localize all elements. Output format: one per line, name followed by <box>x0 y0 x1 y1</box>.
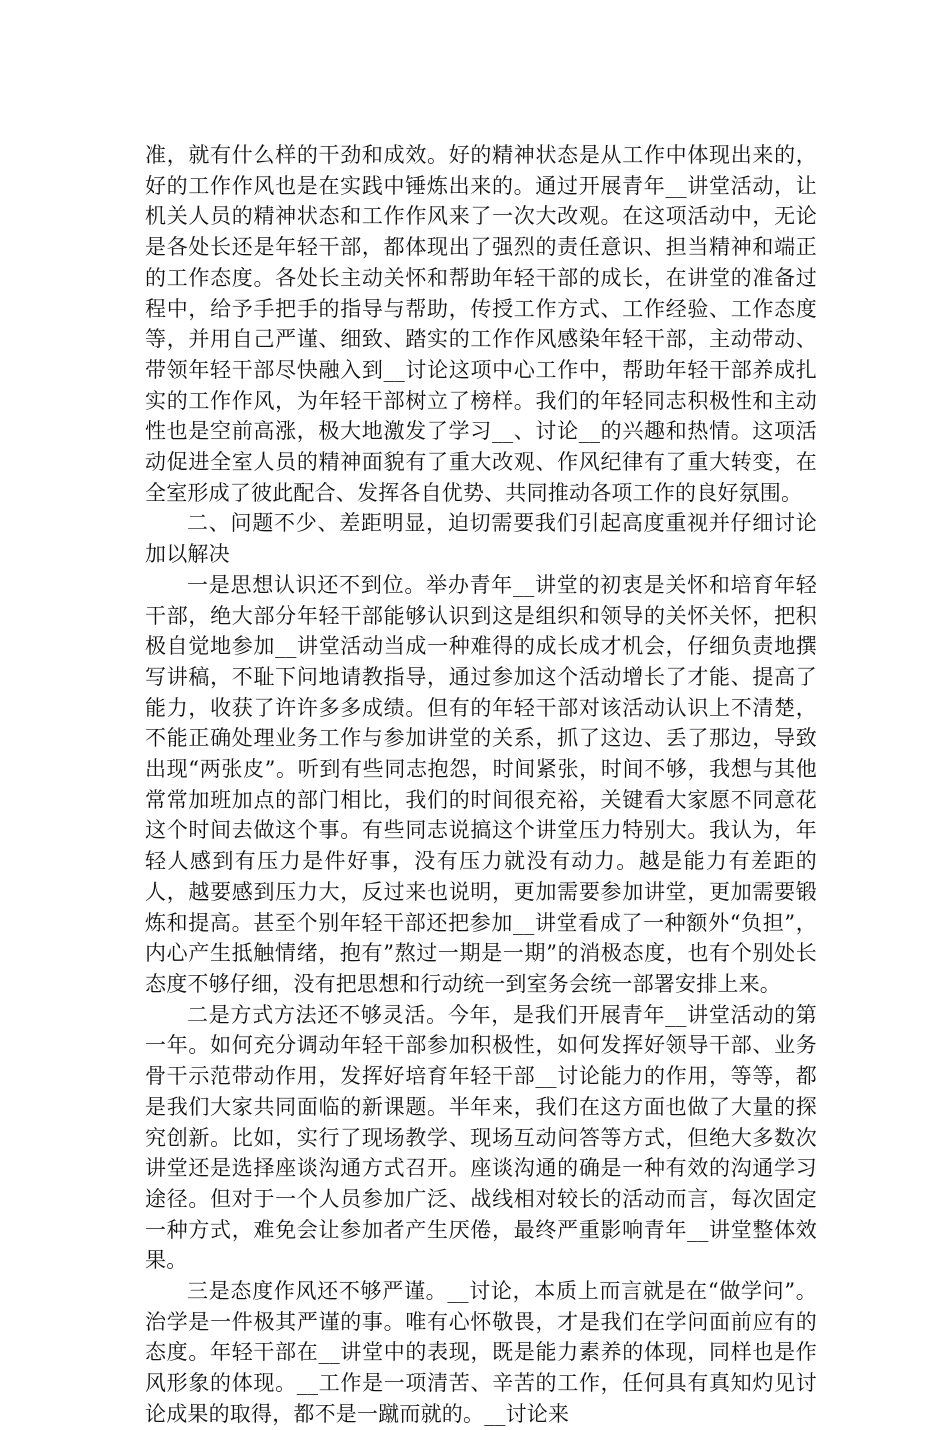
paragraph-3: 一是思想认识还不到位。举办青年__讲堂的初衷是关怀和培育年轻干部，绝大部分年轻干部能够认识到这是组织和领导的关怀关怀，把积极自觉地参加__讲堂活动当成一种难得的成长成才机会，仔细负责地撰写讲稿，不耻下问地请教指导，通过参加这个活动增长了才能、提高了能力，收获了许许多多成绩。但有的年轻干部对该活动认识上不清楚，不能正确处理业务工作与参加讲堂的关系，抓了这边、丢了那边，导致出现“两张皮”。听到有些同志抱怨，时间紧张，时间不够，我想与其他常常加班加点的部门相比，我们的时间很充裕，关键看大家愿不同意花这个时间去做这个事。有些同志说搞这个讲堂压力特别大。我认为，年轻人感到有压力是件好事，没有压力就没有动力。越是能力有差距的人，越要感到压力大，反过来也说明，更加需要参加讲堂，更加需要锻炼和提高。甚至个别年轻干部还把参加__讲堂看成了一种额外“负担”，内心产生抵触情绪，抱有”熬过一期是一期”的消极态度，也有个别处长态度不够仔细，没有把思想和行动统一到室务会统一部署安排上来。 <box>145 572 817 996</box>
section-heading-2: 二、问题不少、差距明显，迫切需要我们引起高度重视并仔细讨论加以解决 <box>145 511 817 567</box>
paragraph-5: 三是态度作风还不够严谨。__讨论，本质上而言就是在“做学问”。治学是一件极其严谨的事。唯有心怀敬畏，才是我们在学问面前应有的态度。年轻干部在__讲堂中的表现，既是能力素养的体现，同样也是作风形象的体现。__工作是一项清苦、辛苦的工作，任何具有真知灼见讨论成果的取得，都不是一蹴而就的。__讨论来 <box>145 1279 817 1426</box>
paragraph-4: 二是方式方法还不够灵活。今年，是我们开展青年__讲堂活动的第一年。如何充分调动年轻干部参加积极性，如何发挥好领导干部、业务骨干示范带动作用，发挥好培育年轻干部__讨论能力的作用，等等，都是我们大家共同面临的新课题。半年来，我们在这方面也做了大量的探究创新。比如，实行了现场教学、现场互动问答等方式，但绝大多数次讲堂还是选择座谈沟通方式召开。座谈沟通的确是一种有效的沟通学习途径。但对于一个人员参加广泛、战线相对较长的活动而言，每次固定一种方式，难免会让参加者产生厌倦，最终严重影响青年__讲堂整体效果。 <box>145 1002 817 1273</box>
paragraph-1: 准，就有什么样的干劲和成效。好的精神状态是从工作中体现出来的，好的工作作风也是在实践中锤炼出来的。通过开展青年__讲堂活动，让机关人员的精神状态和工作作风来了一次大改观。在这项活动中，无论是各处长还是年轻干部，都体现出了强烈的责任意识、担当精神和端正的工作态度。各处长主动关怀和帮助年轻干部的成长，在讲堂的准备过程中，给予手把手的指导与帮助，传授工作方式、工作经验、工作态度等，并用自己严谨、细致、踏实的工作作风感染年轻干部，主动带动、带领年轻干部尽快融入到__讨论这项中心工作中，帮助年轻干部养成扎实的工作作风，为年轻干部树立了榜样。我们的年轻同志积极性和主动性也是空前高涨，极大地激发了学习__、讨论__的兴趣和热情。这项活动促进全室人员的精神面貌有了重大改观、作风纪律有了重大转变，在全室形成了彼此配合、发挥各自优势、共同推动各项工作的良好氛围。 <box>145 143 817 505</box>
document-page <box>145 140 817 1430</box>
